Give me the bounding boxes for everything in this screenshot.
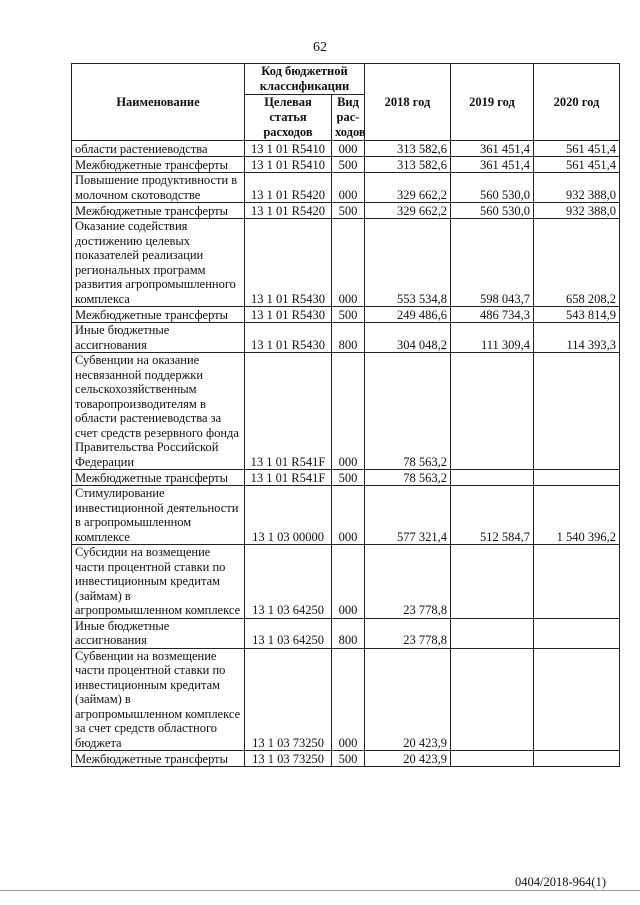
- table-row: [72, 545, 620, 619]
- header-name: Наименование: [72, 64, 245, 141]
- table-row: [72, 157, 620, 173]
- table-row: [72, 307, 620, 323]
- cell-year-2019: 598 043,7: [451, 219, 534, 307]
- cell-expense-type: 000: [332, 353, 365, 470]
- cell-target-code: 13 1 01 R5430: [245, 219, 332, 307]
- cell-target-code: 13 1 01 R5430: [245, 307, 332, 323]
- cell-expense-type: 000: [332, 173, 365, 203]
- table-row: [72, 173, 620, 203]
- cell-year-2020: [534, 353, 620, 470]
- table-row: [72, 751, 620, 767]
- header-year-2019: 2019 год: [451, 64, 534, 141]
- cell-year-2019: [451, 470, 534, 486]
- cell-name: Межбюджетные трансферты: [72, 470, 245, 486]
- cell-year-2019: 560 530,0: [451, 203, 534, 219]
- cell-year-2018: 78 563,2: [365, 353, 451, 470]
- page-number: 62: [313, 40, 327, 55]
- cell-year-2018: 313 582,6: [365, 157, 451, 173]
- cell-name: Межбюджетные трансферты: [72, 307, 245, 323]
- cell-year-2020: 561 451,4: [534, 157, 620, 173]
- table-row: [72, 353, 620, 470]
- cell-year-2019: [451, 353, 534, 470]
- cell-name: Стимулирование инвестиционной деятельности в агропромышленном комплексе: [72, 486, 245, 545]
- cell-year-2019: [451, 751, 534, 767]
- header-target-article: Целевая статья расходов: [245, 95, 332, 141]
- header-year-2020: 2020 год: [534, 64, 620, 141]
- cell-name: Субвенции на возмещение части процентной ставки по инвестиционным кредитам (займам) в агропромышленном комплексе за счет средств областного бюджета: [72, 648, 245, 751]
- cell-name: Межбюджетные трансферты: [72, 751, 245, 767]
- table-row: [72, 486, 620, 545]
- cell-name: Субсидии на возмещение части процентной ставки по инвестиционным кредитам (займам) в агропромышленном комплексе: [72, 545, 245, 619]
- cell-year-2020: [534, 470, 620, 486]
- cell-expense-type: 500: [332, 203, 365, 219]
- budget-table: [71, 63, 620, 767]
- cell-name: Повышение продуктивности в молочном скотоводстве: [72, 173, 245, 203]
- cell-year-2018: 249 486,6: [365, 307, 451, 323]
- table-row: [72, 141, 620, 157]
- cell-year-2019: [451, 618, 534, 648]
- table-row: [72, 648, 620, 751]
- cell-name: Субвенции на оказание несвязанной поддержки сельскохозяйственным товаропроизводителям в области растениеводства за счет средств резервного фонда Правительства Российской Федерации: [72, 353, 245, 470]
- cell-target-code: 13 1 01 R5410: [245, 157, 332, 173]
- cell-year-2019: 361 451,4: [451, 157, 534, 173]
- cell-year-2020: [534, 545, 620, 619]
- cell-year-2018: 304 048,2: [365, 323, 451, 353]
- cell-year-2019: 361 451,4: [451, 141, 534, 157]
- cell-year-2020: 932 388,0: [534, 173, 620, 203]
- cell-name: Иные бюджетные ассигнования: [72, 618, 245, 648]
- cell-name: Межбюджетные трансферты: [72, 203, 245, 219]
- cell-target-code: 13 1 01 R5420: [245, 203, 332, 219]
- cell-year-2020: 932 388,0: [534, 203, 620, 219]
- cell-expense-type: 800: [332, 323, 365, 353]
- cell-target-code: 13 1 03 73250: [245, 648, 332, 751]
- cell-year-2018: 313 582,6: [365, 141, 451, 157]
- cell-year-2020: 561 451,4: [534, 141, 620, 157]
- table-row: [72, 470, 620, 486]
- cell-expense-type: 500: [332, 751, 365, 767]
- cell-year-2018: 20 423,9: [365, 751, 451, 767]
- cell-year-2020: 1 540 396,2: [534, 486, 620, 545]
- cell-expense-type: 500: [332, 470, 365, 486]
- header-year-2018: 2018 год: [365, 64, 451, 141]
- cell-target-code: 13 1 03 64250: [245, 545, 332, 619]
- cell-expense-type: 000: [332, 486, 365, 545]
- cell-year-2019: [451, 545, 534, 619]
- cell-year-2020: 114 393,3: [534, 323, 620, 353]
- scan-edge-line: [0, 890, 640, 891]
- cell-name: Оказание содействия достижению целевых показателей реализации региональных программ развития агропромышленного комплекса: [72, 219, 245, 307]
- cell-year-2018: 329 662,2: [365, 173, 451, 203]
- cell-year-2020: [534, 751, 620, 767]
- cell-year-2020: [534, 648, 620, 751]
- header-code-group: Код бюджетной классификации: [245, 64, 365, 95]
- cell-year-2019: [451, 648, 534, 751]
- cell-target-code: 13 1 03 64250: [245, 618, 332, 648]
- cell-year-2018: 20 423,9: [365, 648, 451, 751]
- cell-year-2018: 553 534,8: [365, 219, 451, 307]
- cell-year-2019: 512 584,7: [451, 486, 534, 545]
- cell-target-code: 13 1 01 R541F: [245, 353, 332, 470]
- cell-year-2020: [534, 618, 620, 648]
- table-row: [72, 323, 620, 353]
- cell-target-code: 13 1 03 73250: [245, 751, 332, 767]
- cell-year-2019: 486 734,3: [451, 307, 534, 323]
- cell-target-code: 13 1 01 R541F: [245, 470, 332, 486]
- cell-name: Межбюджетные трансферты: [72, 157, 245, 173]
- cell-year-2018: 78 563,2: [365, 470, 451, 486]
- header-row-1: [72, 64, 620, 95]
- cell-expense-type: 000: [332, 219, 365, 307]
- header-expense-type: Вид рас-ходов: [332, 95, 365, 141]
- cell-expense-type: 000: [332, 141, 365, 157]
- cell-expense-type: 800: [332, 618, 365, 648]
- table-row: [72, 203, 620, 219]
- cell-target-code: 13 1 01 R5420: [245, 173, 332, 203]
- cell-expense-type: 500: [332, 157, 365, 173]
- cell-year-2018: 329 662,2: [365, 203, 451, 219]
- cell-year-2020: 658 208,2: [534, 219, 620, 307]
- cell-year-2020: 543 814,9: [534, 307, 620, 323]
- cell-expense-type: 500: [332, 307, 365, 323]
- cell-year-2019: 111 309,4: [451, 323, 534, 353]
- table-row: [72, 618, 620, 648]
- cell-name: Иные бюджетные ассигнования: [72, 323, 245, 353]
- cell-year-2019: 560 530,0: [451, 173, 534, 203]
- cell-expense-type: 000: [332, 545, 365, 619]
- cell-target-code: 13 1 03 00000: [245, 486, 332, 545]
- table-row: [72, 219, 620, 307]
- document-code: 0404/2018-964(1): [515, 875, 606, 889]
- cell-year-2018: 577 321,4: [365, 486, 451, 545]
- cell-target-code: 13 1 01 R5410: [245, 141, 332, 157]
- cell-name: области растениеводства: [72, 141, 245, 157]
- cell-year-2018: 23 778,8: [365, 618, 451, 648]
- cell-year-2018: 23 778,8: [365, 545, 451, 619]
- cell-expense-type: 000: [332, 648, 365, 751]
- cell-target-code: 13 1 01 R5430: [245, 323, 332, 353]
